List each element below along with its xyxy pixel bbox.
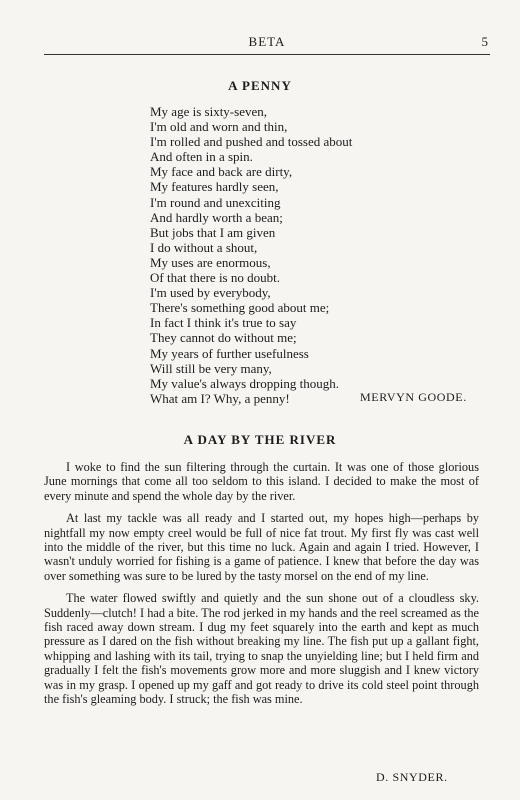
poem-line: My face and back are dirty, xyxy=(150,164,293,180)
poem-line: My age is sixty-seven, xyxy=(150,104,267,119)
poem-line: And hardly worth a bean; xyxy=(150,209,283,225)
running-title: BETA xyxy=(248,34,286,49)
poem-line: My uses are enormous, xyxy=(150,254,271,270)
poem-line: I'm old and worn and thin, xyxy=(150,119,288,135)
poem-line: What am I? Why, a penny! xyxy=(150,390,290,406)
poem-line: In fact I think it's true to say xyxy=(150,315,297,331)
story-title: A DAY BY THE RIVER xyxy=(183,432,337,447)
poem-line: But jobs that I am given xyxy=(150,224,276,240)
poem-line: They cannot do without me; xyxy=(150,330,297,346)
running-head xyxy=(44,34,490,54)
poem-line: There's something good about me; xyxy=(150,300,330,316)
poem-title: A PENNY xyxy=(228,78,292,93)
poem-line: I do without a shout, xyxy=(150,239,258,255)
poem-line: Will still be very many, xyxy=(150,360,272,376)
poem-line: My value's always dropping though. xyxy=(150,375,340,391)
poem-line: My years of further usefulness xyxy=(150,345,309,361)
poem-line: My features hardly seen, xyxy=(150,179,279,195)
poem-line: And often in a spin. xyxy=(150,149,253,165)
poem-author: MERVYN GOODE. xyxy=(360,390,467,404)
header-rule xyxy=(44,54,490,55)
poem-line: I'm used by everybody, xyxy=(150,285,271,301)
poem-line: I'm round and unexciting xyxy=(150,194,281,210)
story-body xyxy=(44,460,479,715)
story-paragraph: I woke to find the sun filtering through the curtain. It was one of those glorious June mornings that come all too seldom to this island. I decided to make the most of every minute and spend the whole day by the river. xyxy=(44,460,479,503)
story-paragraph: At last my tackle was all ready and I started out, my hopes high—perhaps by nightfall my now empty creel would be full of nice fat trout. My first fly was cast well into the middle of the river, but this time no luck. Again and again I tried. However, I wasn't unduly worried for fishing is a game of patience. I knew that before the day was over something was sure to be lured by the tasty morsel on the end of my line. xyxy=(44,511,479,583)
poem-line: Of that there is no doubt. xyxy=(150,270,280,286)
poem-body xyxy=(150,104,450,406)
story-author: D. SNYDER. xyxy=(376,770,448,784)
page-number: 5 xyxy=(481,34,488,49)
poem-line: I'm rolled and pushed and tossed about xyxy=(150,134,353,150)
story-paragraph: The water flowed swiftly and quietly and the sun shone out of a cloudless sky. Suddenly—clutch! I had a bite. The rod jerked in my hands and the reel screamed as the fish raced away down stream. I dug my feet squarely into the earth and kept as much pressure as I dared on the fish without breaking my line. The fish put up a gallant fight, whipping and lashing with its tail, trying to snap the unyielding line; but I held firm and gradually I felt the fish's movements grow more and more sluggish and I knew victory was in my grasp. I opened up my gaff and got ready to drive its cold steel point through the fish's gleaming body. I struck; the fish was mine. xyxy=(44,591,479,707)
